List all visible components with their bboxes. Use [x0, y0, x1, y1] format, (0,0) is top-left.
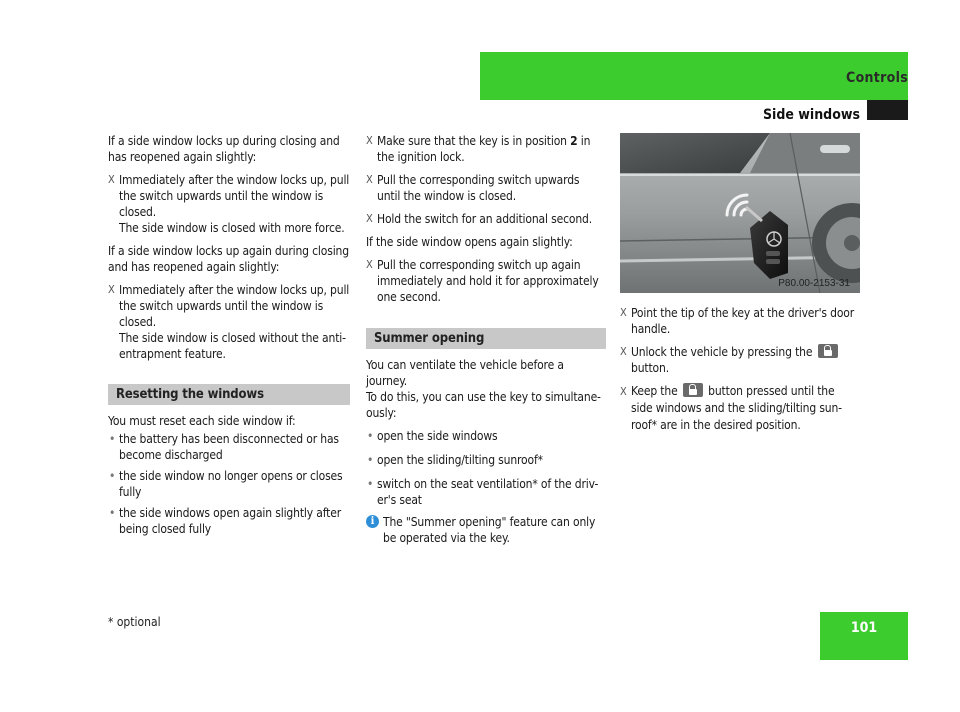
bullet-dot-icon: •: [367, 453, 374, 467]
unlock-button-icon: [818, 344, 838, 358]
arrow-x-icon: X: [366, 258, 373, 271]
column-2: [366, 133, 606, 546]
info-note: i The "Summer opening" feature can only be operated via the key.: [366, 514, 606, 546]
instruction-step: X Point the tip of the key at the driver's door handle.: [620, 306, 855, 336]
section-heading-summer-opening: Summer opening: [366, 328, 606, 349]
arrow-x-icon: X: [366, 212, 373, 225]
page-title: Side windows: [762, 107, 860, 123]
summer-intro: You can ventilate the vehicle before a journey. To do this, you can use the key to simultane- ously:: [366, 358, 601, 420]
info-icon: i: [366, 515, 379, 528]
column-1: [108, 133, 350, 542]
column-3: [620, 305, 860, 441]
bullet-dot-icon: •: [109, 432, 116, 446]
instruction-step: X Immediately after the window locks up, pull the switch upwards until the window is closed. The side window is closed with more force.: [108, 173, 350, 235]
arrow-x-icon: X: [620, 345, 627, 358]
arrow-x-icon: X: [620, 385, 627, 398]
arrow-x-icon: X: [108, 283, 115, 296]
instruction-step: X Keep the button pressed until the side windows and the sliding/tilting sun- roof* are in the desired position.: [620, 384, 842, 432]
list-item: • open the sliding/tilting sunroof*: [367, 453, 543, 467]
arrow-x-icon: X: [108, 173, 115, 186]
page-number: 101: [850, 620, 878, 636]
instruction-step: X Hold the switch for an additional second.: [366, 212, 593, 226]
bullet-dot-icon: •: [367, 429, 374, 443]
instruction-step: X Pull the corresponding switch upwards until the window is closed.: [366, 173, 580, 203]
intro-paragraph-1: If a side window locks up during closing and has reopened again slightly:: [108, 134, 340, 164]
list-item: • open the side windows: [367, 429, 498, 443]
car-door-key-illustration: [620, 133, 860, 293]
instruction-step: X Make sure that the key is in position 2 in the ignition lock.: [366, 134, 591, 164]
arrow-x-icon: X: [366, 173, 373, 186]
list-item: • the side window no longer opens or closes fully: [109, 469, 343, 499]
unlock-button-icon: [683, 383, 703, 397]
open-again-intro: If the side window opens again slightly:: [366, 235, 573, 249]
reset-intro: You must reset each side window if:: [108, 414, 296, 428]
arrow-x-icon: X: [366, 134, 373, 147]
key-remote-door-photo: [620, 133, 860, 293]
bullet-dot-icon: •: [109, 469, 116, 483]
bullet-dot-icon: •: [109, 506, 116, 520]
figure-code: P80.00-2153-31: [778, 278, 850, 289]
footnote: * optional: [108, 615, 161, 629]
instruction-step: X Pull the corresponding switch up again immediately and hold it for approximately one second.: [366, 258, 599, 304]
list-item: • the side windows open again slightly after being closed fully: [109, 506, 342, 536]
list-item: • the battery has been disconnected or has become discharged: [109, 432, 339, 462]
instruction-step: X Unlock the vehicle by pressing the button.: [620, 344, 860, 376]
list-item: • switch on the seat ventilation* of the driv- er's seat: [367, 477, 599, 507]
bullet-dot-icon: •: [367, 477, 374, 491]
section-label: Controls: [846, 70, 908, 86]
intro-paragraph-2: If a side window locks up again during closing and has reopened again slightly:: [108, 244, 349, 274]
arrow-x-icon: X: [620, 306, 627, 319]
instruction-step: X Immediately after the window locks up, pull the switch upwards until the window is closed. The side window is closed without the anti- entrapment feature.: [108, 283, 350, 361]
header-green-bar: [480, 52, 908, 100]
header-black-tab: [867, 100, 908, 120]
section-heading-resetting: Resetting the windows: [108, 384, 350, 405]
